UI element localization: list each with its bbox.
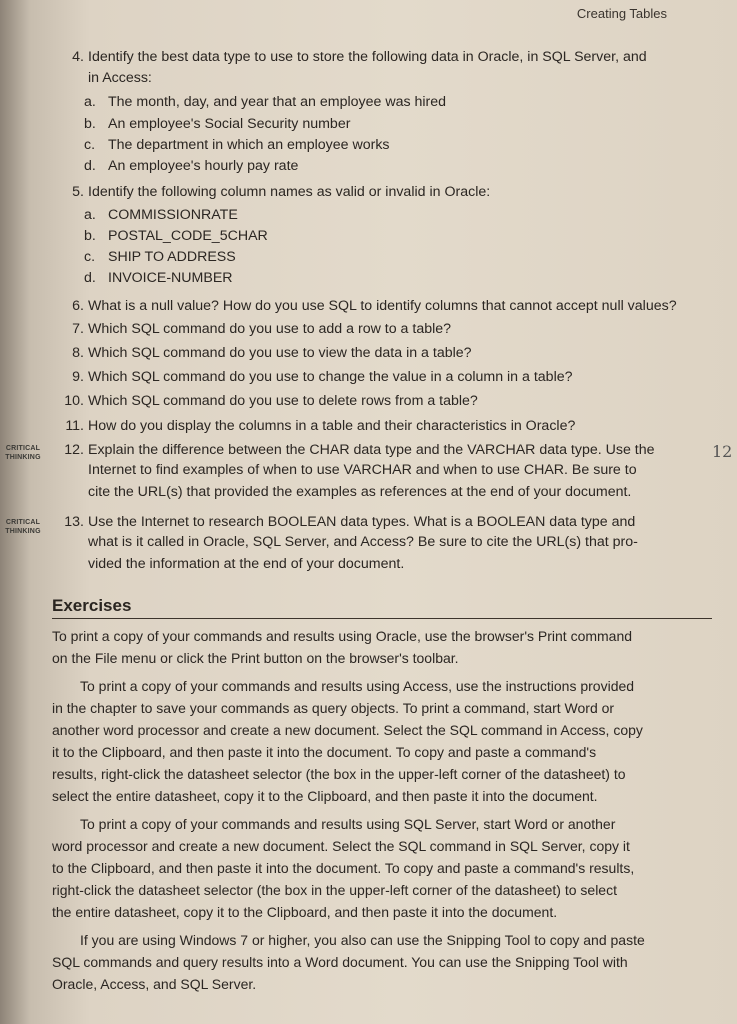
- question-text: How do you display the columns in a table and their characteristics in Oracle?: [88, 418, 576, 434]
- question-4-item-b: [84, 116, 350, 132]
- question-4: [60, 47, 647, 68]
- exercise-paragraph-2-line-4: it to the Clipboard, and then paste it into the document. To copy and paste a command's: [52, 744, 597, 760]
- question-4-item-a: [84, 94, 446, 110]
- thinking-word: THINKING: [5, 528, 41, 535]
- item-text: The department in which an employee works: [108, 137, 390, 153]
- question-5-item-c: [84, 249, 236, 265]
- question-5-item-a: [84, 207, 238, 223]
- item-text: SHIP TO ADDRESS: [108, 249, 236, 265]
- exercise-paragraph-3-line-2: word processor and create a new document. Select the SQL command in SQL Server, copy it: [52, 838, 630, 854]
- exercise-paragraph-1-line-2: on the File menu or click the Print button on the browser's toolbar.: [52, 650, 459, 666]
- exercises-heading: Exercises: [52, 596, 132, 615]
- question-10: [60, 391, 478, 412]
- question-number: 5.: [72, 184, 84, 200]
- question-text: Which SQL command do you use to view the data in a table?: [88, 345, 472, 361]
- question-5-item-d: [84, 270, 233, 286]
- question-text: Identify the following column names as valid or invalid in Oracle:: [88, 184, 491, 200]
- question-6: [60, 296, 677, 317]
- question-number: 8.: [72, 345, 84, 361]
- critical-thinking-label: [0, 444, 46, 462]
- exercise-paragraph-3-line-1: To print a copy of your commands and results using SQL Server, start Word or another: [80, 816, 616, 832]
- question-12-line-2: Internet to find examples of when to use VARCHAR and when to use CHAR. Be sure to: [88, 462, 637, 478]
- exercise-paragraph-3-line-4: right-click the datasheet selector (the box in the upper-left corner of the datasheet) to select: [52, 882, 617, 898]
- question-number: 6.: [72, 298, 84, 314]
- question-text: Which SQL command do you use to change the value in a column in a table?: [88, 369, 573, 385]
- question-7: [60, 319, 451, 340]
- exercise-paragraph-4-line-2: SQL commands and query results into a Word document. You can use the Snipping Tool with: [52, 954, 628, 970]
- question-text: Identify the best data type to use to store the following data in Oracle, in SQL Server, and: [88, 49, 647, 65]
- question-5: [60, 182, 490, 203]
- question-number: 10.: [64, 393, 84, 409]
- question-text: Which SQL command do you use to add a row to a table?: [88, 321, 452, 337]
- question-9: [60, 367, 573, 388]
- question-number: 7.: [72, 321, 84, 337]
- question-text: Which SQL command do you use to delete rows from a table?: [88, 393, 478, 409]
- exercise-paragraph-1-line-1: To print a copy of your commands and results using Oracle, use the browser's Print command: [52, 628, 633, 644]
- question-text: What is a null value? How do you use SQL to identify columns that cannot accept null values?: [88, 298, 677, 314]
- item-letter: a.: [84, 94, 96, 110]
- item-letter: d.: [84, 158, 96, 174]
- question-number: 11.: [65, 418, 84, 434]
- item-text: An employee's hourly pay rate: [108, 158, 299, 174]
- thinking-word: THINKING: [5, 454, 41, 461]
- question-13-line-2: what is it called in Oracle, SQL Server, and Access? Be sure to cite the URL(s) that pro-: [88, 534, 638, 550]
- exercise-paragraph-4-line-1: If you are using Windows 7 or higher, you also can use the Snipping Tool to copy and paste: [80, 932, 645, 948]
- question-11: [60, 416, 575, 437]
- question-12-line-3: cite the URL(s) that provided the examples as references at the end of your document.: [88, 484, 632, 500]
- question-4-item-d: [84, 158, 298, 174]
- item-letter: c.: [84, 249, 96, 265]
- critical-word: CRITICAL: [5, 445, 41, 452]
- exercise-paragraph-4-line-3: Oracle, Access, and SQL Server.: [52, 976, 257, 992]
- question-8: [60, 343, 472, 364]
- critical-word: CRITICAL: [5, 519, 41, 526]
- item-letter: b.: [84, 228, 96, 244]
- item-letter: a.: [84, 207, 96, 223]
- question-number: 9.: [72, 369, 84, 385]
- item-letter: b.: [84, 116, 96, 132]
- exercises-rule: [52, 618, 712, 619]
- exercise-paragraph-2-line-1: To print a copy of your commands and results using Access, use the instructions provided: [80, 678, 635, 694]
- critical-thinking-label: [0, 518, 46, 536]
- question-number: 4.: [72, 49, 84, 65]
- item-text: COMMISSIONRATE: [108, 207, 238, 223]
- exercise-paragraph-2-line-5: results, right-click the datasheet selector (the box in the upper-left corner of the datasheet) to: [52, 766, 626, 782]
- question-number: 12.: [64, 442, 84, 458]
- item-text: INVOICE-NUMBER: [108, 270, 233, 286]
- question-number: 13.: [64, 514, 84, 530]
- running-head: Creating Tables: [576, 6, 667, 21]
- question-text: Explain the difference between the CHAR data type and the VARCHAR data type. Use the: [88, 442, 655, 458]
- item-text: An employee's Social Security number: [108, 116, 351, 132]
- exercise-paragraph-3-line-3: to the Clipboard, and then paste it into the document. To copy and paste a command's results,: [52, 860, 635, 876]
- exercise-paragraph-2-line-6: select the entire datasheet, copy it to the Clipboard, and then paste it into the document.: [52, 788, 598, 804]
- exercise-paragraph-2-line-2: in the chapter to save your commands as query objects. To print a command, start Word or: [52, 700, 615, 716]
- question-text: Use the Internet to research BOOLEAN data types. What is a BOOLEAN data type and: [88, 514, 636, 530]
- item-letter: c.: [84, 137, 96, 153]
- question-13-line-3: vided the information at the end of your document.: [88, 556, 405, 572]
- item-text: The month, day, and year that an employee was hired: [108, 94, 447, 110]
- question-5-item-b: [84, 228, 268, 244]
- question-4-continued: in Access:: [88, 70, 152, 86]
- item-letter: d.: [84, 270, 96, 286]
- question-4-item-c: [84, 137, 390, 153]
- question-12: [60, 440, 655, 461]
- item-text: POSTAL_CODE_5CHAR: [108, 228, 268, 244]
- question-13: [60, 512, 635, 533]
- exercise-paragraph-3-line-5: the entire datasheet, copy it to the Clipboard, and then paste it into the document.: [52, 904, 558, 920]
- exercise-paragraph-2-line-3: another word processor and create a new document. Select the SQL command in Access, copy: [52, 722, 643, 738]
- handwritten-note: 12: [712, 442, 733, 461]
